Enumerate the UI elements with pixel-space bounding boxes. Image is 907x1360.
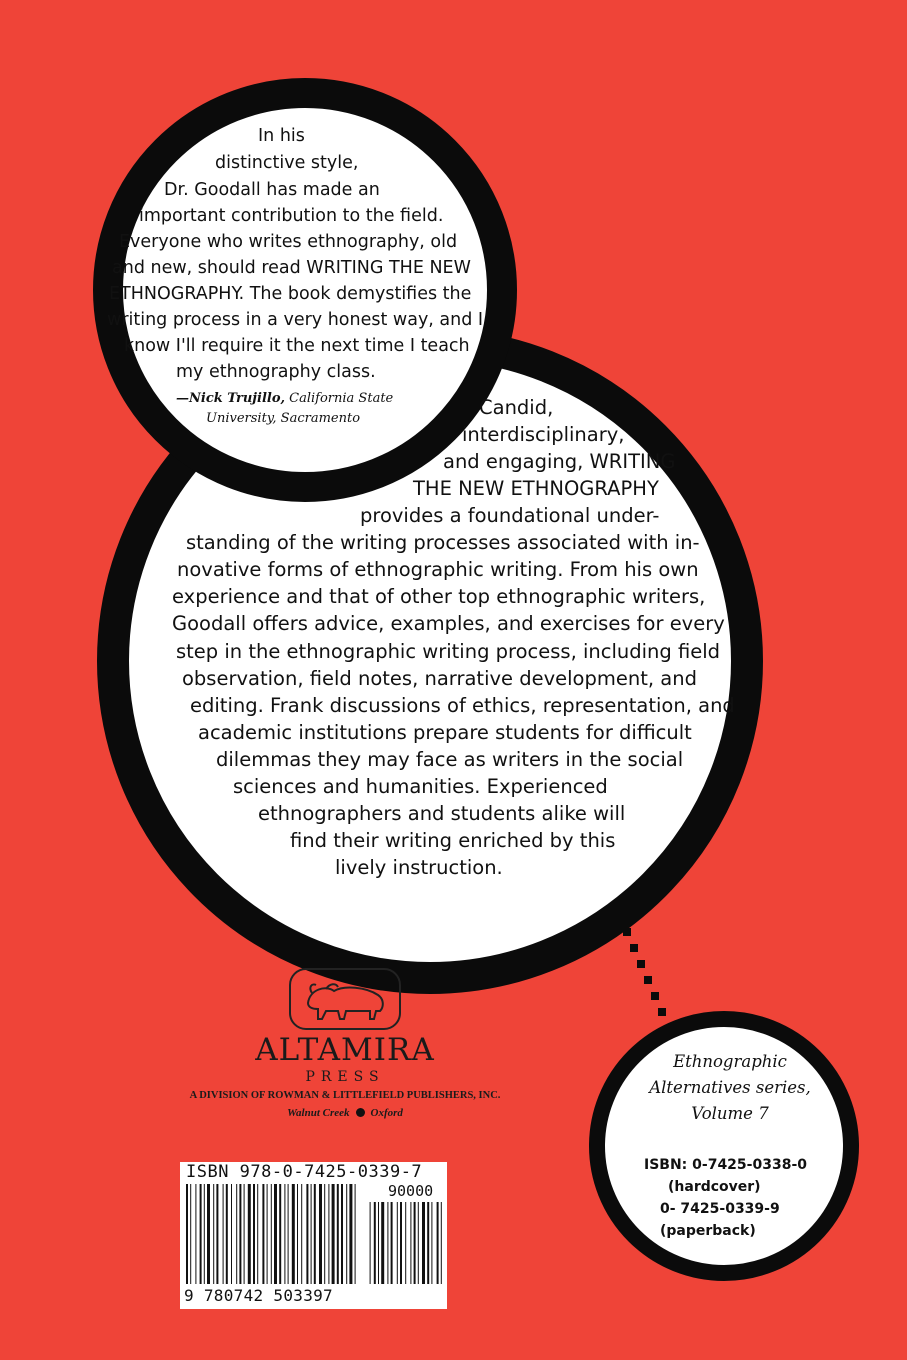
barcode-bar xyxy=(292,1184,295,1284)
barcode-bar xyxy=(391,1202,393,1284)
barcode-bar xyxy=(207,1184,210,1284)
quote-line: distinctive style, xyxy=(215,153,359,173)
city-name: Walnut Creek xyxy=(287,1107,350,1119)
description-line: interdisciplinary, xyxy=(462,423,625,446)
barcode-bar xyxy=(397,1202,398,1284)
quote-line: writing process in a very honest way, and I xyxy=(107,310,484,330)
barcode-bar xyxy=(349,1184,352,1284)
barcode-bar xyxy=(370,1202,371,1284)
barcode-bar xyxy=(223,1184,224,1284)
format-paperback: (paperback) xyxy=(660,1223,756,1239)
barcode-bar xyxy=(195,1184,196,1284)
description-line: editing. Frank discussions of ethics, representation, and xyxy=(190,694,735,717)
isbn-hardcover: ISBN: 0-7425-0338-0 xyxy=(644,1157,807,1173)
description-line: THE NEW ETHNOGRAPHY xyxy=(413,477,659,500)
description-line: Candid, xyxy=(479,396,554,419)
series-line: Volume 7 xyxy=(691,1104,769,1123)
quote-line: In his xyxy=(258,126,305,146)
series-line: Alternatives series, xyxy=(649,1078,811,1097)
barcode-bar xyxy=(301,1184,302,1284)
barcode-bar xyxy=(437,1202,439,1284)
description-line: dilemmas they may face as writers in the social xyxy=(216,748,684,771)
barcode-bar xyxy=(324,1184,325,1284)
barcode-bar xyxy=(422,1202,425,1284)
isbn-paperback: 0- 7425-0339-9 xyxy=(660,1201,780,1217)
series-isbn xyxy=(644,1154,824,1242)
barcode-bar xyxy=(346,1184,347,1284)
barcode-bar xyxy=(267,1184,268,1284)
barcode-bar xyxy=(332,1184,335,1284)
barcode-bar xyxy=(381,1202,384,1284)
description-line: lively instruction. xyxy=(335,856,503,879)
series-line: Ethnographic xyxy=(673,1052,787,1071)
barcode-bar xyxy=(355,1184,356,1284)
barcode-bar xyxy=(279,1184,281,1284)
description-line: Goodall offers advice, examples, and exercises for every xyxy=(172,612,725,635)
barcode-bar xyxy=(441,1202,442,1284)
description-line: standing of the writing processes associated with in- xyxy=(186,531,700,554)
barcode-bar xyxy=(314,1184,316,1284)
barcode-bar xyxy=(253,1184,255,1284)
barcode-bar xyxy=(216,1184,218,1284)
quote-line: Everyone who writes ethnography, old xyxy=(119,232,458,252)
barcode-bar xyxy=(190,1184,191,1284)
quote-line: know I'll require it the next time I teach xyxy=(124,336,470,356)
barcode-bar xyxy=(213,1184,214,1284)
publisher-press: PRESS xyxy=(305,1069,385,1085)
barcode-bar xyxy=(410,1202,411,1284)
bison-icon xyxy=(286,965,404,1033)
description-line: provides a foundational under- xyxy=(360,504,660,527)
series-title xyxy=(620,1049,840,1127)
description-line: step in the ethnographic writing process, including field xyxy=(176,640,721,663)
barcode-digits: 9 780742 503397 xyxy=(184,1286,333,1305)
quote-line: Dr. Goodall has made an xyxy=(164,180,380,200)
description-line: and engaging, WRITING xyxy=(443,450,676,473)
barcode-bar xyxy=(297,1184,298,1284)
barcode-bar xyxy=(319,1184,322,1284)
barcode-bar xyxy=(186,1184,188,1284)
barcode-bar xyxy=(341,1184,343,1284)
barcode-bar xyxy=(374,1202,376,1284)
barcode-bar xyxy=(400,1202,402,1284)
description-line: sciences and humanities. Experienced xyxy=(233,775,608,798)
attribution-name: —Nick Trujillo, xyxy=(176,391,286,406)
barcode-bar xyxy=(262,1184,264,1284)
barcode-bar xyxy=(239,1184,241,1284)
barcode-bar xyxy=(378,1202,379,1284)
quote-line: and new, should read WRITING THE NEW xyxy=(112,258,471,278)
barcode-bar xyxy=(200,1184,202,1284)
barcode-bar xyxy=(271,1184,272,1284)
barcode-bar xyxy=(244,1184,245,1284)
barcode-bar xyxy=(414,1202,416,1284)
barcode-bar xyxy=(231,1184,232,1284)
publisher-name: ALTAMIRA xyxy=(255,1032,435,1068)
barcode-bar xyxy=(328,1184,329,1284)
price-code: 90000 xyxy=(388,1182,434,1200)
barcode-bar xyxy=(306,1184,308,1284)
description-line: observation, field notes, narrative development, and xyxy=(182,667,697,690)
barcode-bar xyxy=(204,1184,205,1284)
barcode-bar xyxy=(288,1184,289,1284)
barcode-bar xyxy=(257,1184,258,1284)
barcode-bar xyxy=(418,1202,419,1284)
bullet-icon xyxy=(356,1108,365,1117)
barcode-bar xyxy=(236,1184,237,1284)
barcode-bar xyxy=(387,1202,388,1284)
description-line: academic institutions prepare students for difficult xyxy=(198,721,692,744)
publisher-logo xyxy=(180,965,510,1121)
city-name: Oxford xyxy=(370,1107,403,1119)
barcode-bar xyxy=(311,1184,312,1284)
description-line: experience and that of other top ethnographic writers, xyxy=(172,585,706,608)
barcode-bar xyxy=(427,1202,429,1284)
format-hardcover: (hardcover) xyxy=(668,1179,761,1195)
barcode-bar xyxy=(248,1184,251,1284)
barcode-bar xyxy=(405,1202,406,1284)
quote-attribution xyxy=(176,389,396,429)
quote-line: important contribution to the field. xyxy=(139,206,444,226)
barcode-bar xyxy=(226,1184,228,1284)
barcode-bar xyxy=(431,1202,432,1284)
description-line: ethnographers and students alike will xyxy=(258,802,626,825)
quote-line: my ethnography class. xyxy=(176,362,376,382)
barcode-bar xyxy=(337,1184,339,1284)
barcode-bar xyxy=(274,1184,277,1284)
description-line: find their writing enriched by this xyxy=(290,829,616,852)
quote-line: ETHNOGRAPHY. The book demystifies the xyxy=(109,284,472,304)
isbn-label: ISBN 978-0-7425-0339-7 xyxy=(186,1162,423,1182)
attribution-affiliation: University, Sacramento xyxy=(206,411,361,426)
barcode-bar xyxy=(284,1184,285,1284)
publisher-division: A DIVISION OF ROWMAN & LITTLEFIELD PUBLISHERS, INC. xyxy=(189,1090,501,1101)
barcode xyxy=(180,1162,447,1309)
publisher-cities xyxy=(180,1105,510,1121)
description-line: novative forms of ethnographic writing. From his own xyxy=(177,558,699,581)
attribution-affiliation: California State xyxy=(289,391,394,406)
